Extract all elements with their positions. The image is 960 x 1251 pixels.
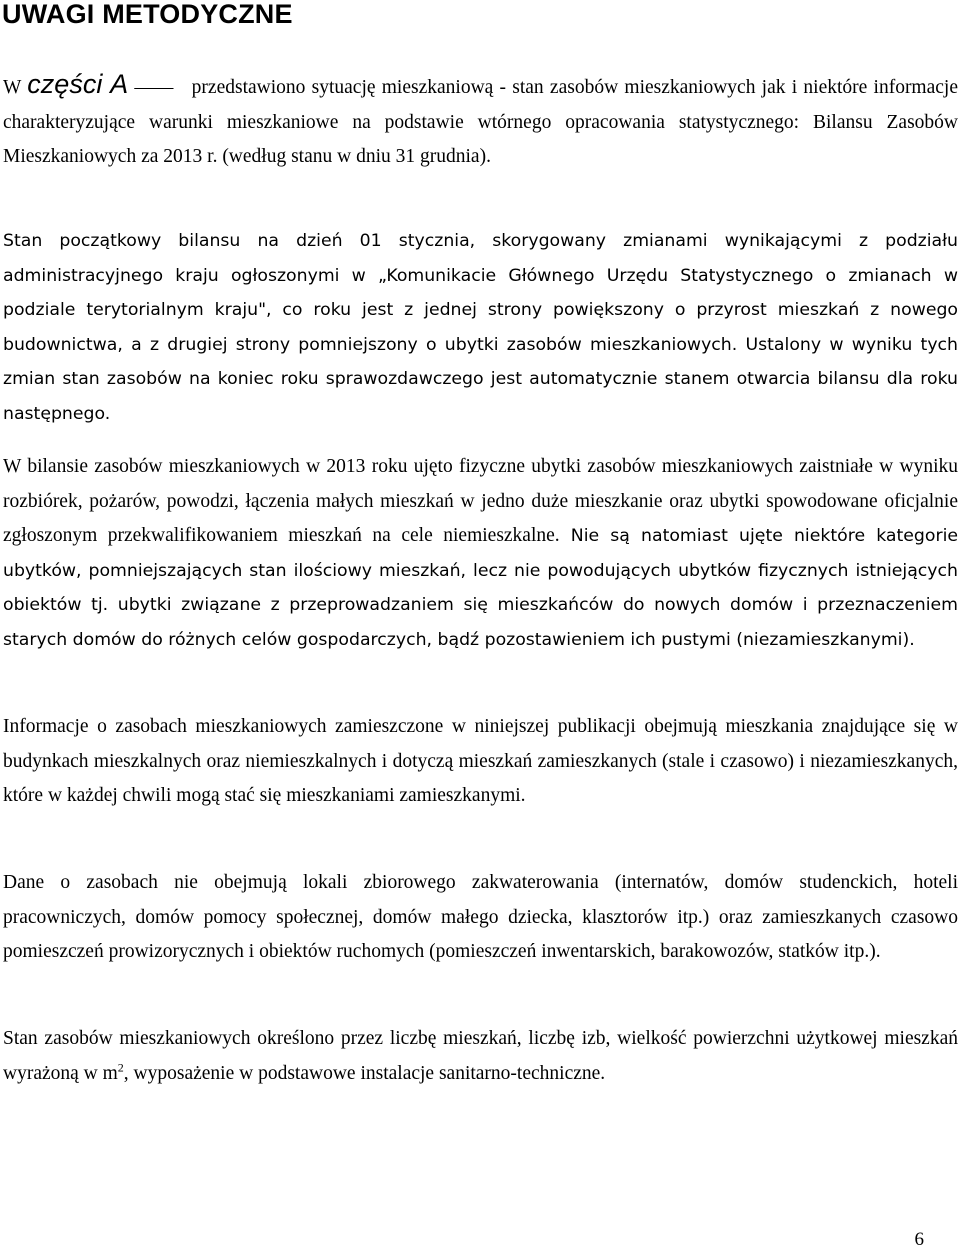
- part-a-label: części A: [27, 69, 129, 99]
- paragraph-part-a-intro: [3, 67, 958, 175]
- paragraph-measures-tail: , wyposażenie w podstawowe instalacje sanitarno-techniczne.: [123, 1062, 606, 1084]
- paragraph-losses-continuation: Nie są natomiast ujęte niektóre kategorie ubytków, pomniejszających stan ilościowy mieszkań, lecz nie powodujących ubytków fizycznych istniejących obiektów tj. ubytki związane z przeprowadzaniem się mieszkańców do nowych domów i przeznaczeniem starych domów do różnych celów gospodarczych, bądź pozostawieniem ich pustymi (niezamieszkanymi).: [3, 526, 958, 650]
- paragraph-scope: Informacje o zasobach mieszkaniowych zamieszczone w niniejszej publikacji obejmują mieszkania znajdujące się w budynkach mieszkalnych oraz niemieszkalnych i dotyczą mieszkań zamieszkanych (stale i czasowo) i niezamieszkanych, które w każdej chwili mogą stać się mieszkaniami zamieszkanymi.: [3, 716, 958, 807]
- paragraph-initial-state: Stan początkowy bilansu na dzień 01 stycznia, skorygowany zmianami wynikającymi z podziału administracyjnego kraju ogłoszonymi w „Komunikacie Głównego Urzędu Statystycznego o zmianach w podziale terytorialnym kraju", co roku jest z jednej strony powiększony o przyrost mieszkań z nowego budownictwa, a z drugiej strony pomniejszony o ubytki zasobów mieszkaniowych. Ustalony w wyniku tych zmian stan zasobów na koniec roku sprawozdawczego jest automatycznie stanem otwarcia bilansu dla roku następnego.: [3, 231, 958, 424]
- page-number: 6: [914, 1229, 924, 1250]
- paragraph-exclusions: Dane o zasobach nie obejmują lokali zbiorowego zakwaterowania (internatów, domów studenckich, hoteli pracowniczych, domów pomocy społecznej, domów małego dziecka, klasztorów itp.) oraz zamieszkanych czasowo pomieszczeń prowizorycznych i obiektów ruchomych (pomieszczeń inwentarskich, barakowozów, statków itp.).: [3, 872, 958, 963]
- paragraph-measures-text: Stan zasobów mieszkaniowych określono przez liczbę mieszkań, liczbę izb, wielkość powierzchni użytkowej mieszkań wyrażoną w m: [3, 1028, 958, 1084]
- paragraph-measures: [3, 1022, 958, 1091]
- section-heading: UWAGI METODYCZNE: [2, 0, 293, 29]
- superscript-two: 2: [117, 1060, 124, 1075]
- dash-separator: ——: [128, 77, 180, 98]
- paragraph-losses-text: W bilansie zasobów mieszkaniowych w 2013 roku ujęto fizyczne ubytki zasobów mieszkaniowych zaistniałe w wyniku rozbiórek, pożarów, powodzi, łączenia małych mieszkań w jedno duże mieszkanie oraz ubytki spowodowane oficjalnie zgłoszonym przekwalifikowaniem mieszkań na cele niemieszkalne.: [3, 456, 958, 547]
- paragraph-losses: [3, 450, 958, 658]
- paragraph-text: przedstawiono sytuację mieszkaniową - stan zasobów mieszkaniowych jak i niektóre informacje charakteryzujące warunki mieszkaniowe na podstawie wtórnego opracowania statystycznego: Bilansu Zasobów Mieszkaniowych za 2013 r. (według stanu w dniu 31 grudnia).: [3, 77, 958, 168]
- paragraph-lead: W: [3, 77, 28, 98]
